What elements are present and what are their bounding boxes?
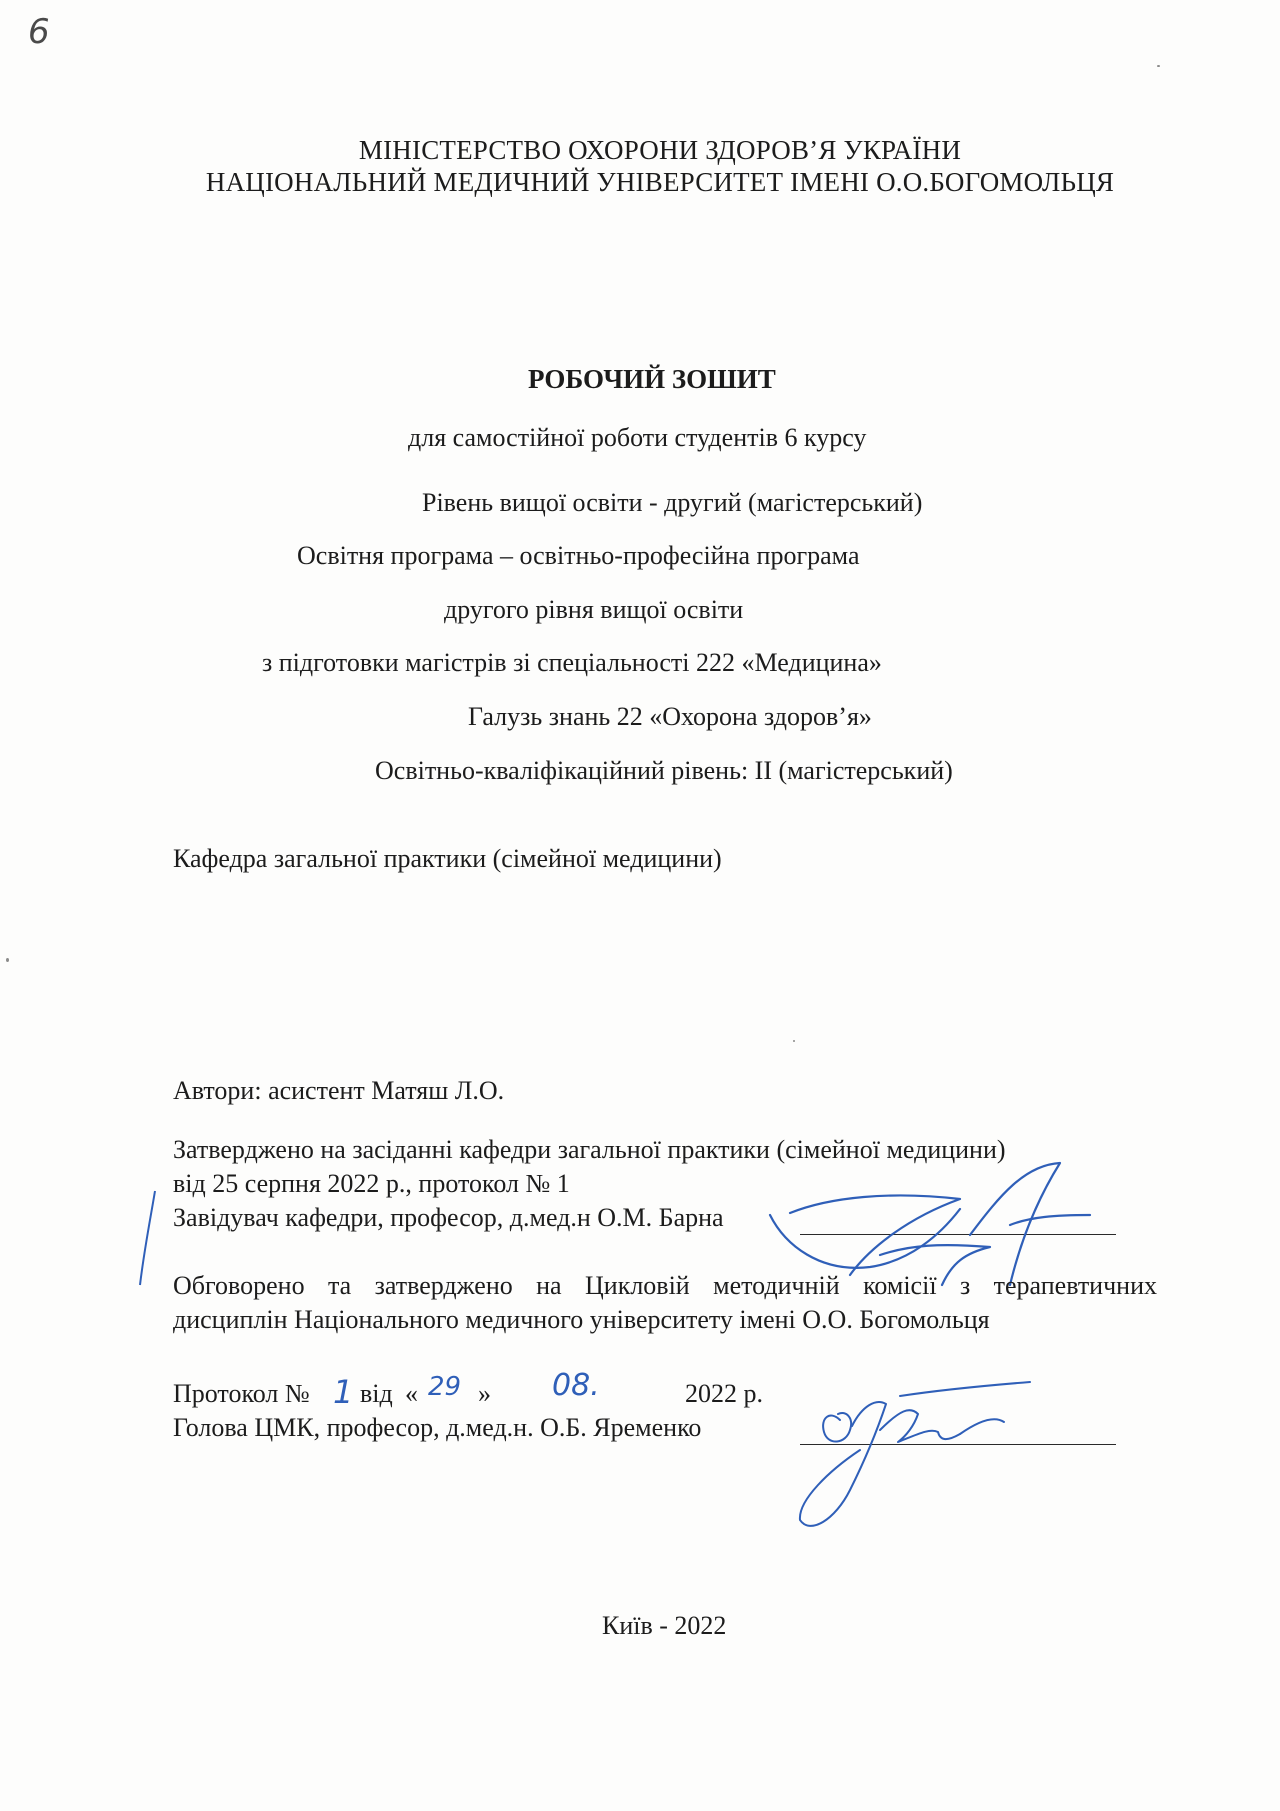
protocol-open-quote: « xyxy=(405,1379,418,1408)
ministry-heading: МІНІСТЕРСТВО ОХОРОНИ ЗДОРОВ’Я УКРАЇНИ xyxy=(358,135,962,165)
page-mark: 6 xyxy=(28,12,50,52)
discussion-line-2: дисциплін Національного медичного університету імені О.О. Богомольця xyxy=(173,1305,990,1334)
university-heading: НАЦІОНАЛЬНИЙ МЕДИЧНИЙ УНІВЕРСИТЕТ ІМЕНІ О.О.БОГОМОЛЬЦЯ xyxy=(205,167,1115,197)
protocol-from: від xyxy=(360,1379,393,1408)
chair: Голова ЦМК, професор, д.мед.н. О.Б. Яременко xyxy=(173,1413,702,1442)
scan-speck xyxy=(1157,65,1160,67)
subtitle-line: Галузь знань 22 «Охорона здоров’я» xyxy=(468,702,872,731)
subtitle-line: Освітньо-кваліфікаційний рівень: ІІ (магістерський) xyxy=(375,756,953,785)
protocol-month: 08. xyxy=(552,1368,600,1403)
protocol-close-quote: » xyxy=(478,1379,491,1408)
approval-line-3: Завідувач кафедри, професор, д.мед.н О.М. Барна xyxy=(173,1203,724,1232)
subtitle-line: Освітня програма – освітньо-професійна програма xyxy=(297,541,860,570)
subtitle-line: Рівень вищої освіти - другий (магістерський) xyxy=(422,488,923,517)
protocol-day: 29 xyxy=(428,1372,462,1402)
protocol-prefix: Протокол № xyxy=(173,1379,310,1408)
scan-speck xyxy=(6,958,9,962)
scan-speck xyxy=(793,1040,795,1042)
footer-city-year: Київ - 2022 xyxy=(602,1611,727,1640)
authors: Автори: асистент Матяш Л.О. xyxy=(173,1076,505,1105)
protocol-year: 2022 р. xyxy=(685,1379,763,1408)
protocol-number: 1 xyxy=(333,1373,354,1411)
approval-line-1: Затверджено на засіданні кафедри загальної практики (сімейної медицини) xyxy=(173,1135,1006,1164)
subtitle-line: другого рівня вищої освіти xyxy=(444,595,744,624)
subtitle-line: для самостійної роботи студентів 6 курсу xyxy=(408,423,867,452)
subtitle-line: з підготовки магістрів зі спеціальності 222 «Медицина» xyxy=(262,648,882,677)
discussion-line-1: Обговорено та затверджено на Цикловій методичній комісії з терапевтичних xyxy=(173,1271,1157,1300)
document-title: РОБОЧИЙ ЗОШИТ xyxy=(528,364,776,394)
chair-signature xyxy=(790,1370,1050,1550)
approval-line-2: від 25 серпня 2022 р., протокол № 1 xyxy=(173,1169,570,1198)
department: Кафедра загальної практики (сімейної медицини) xyxy=(173,844,722,873)
